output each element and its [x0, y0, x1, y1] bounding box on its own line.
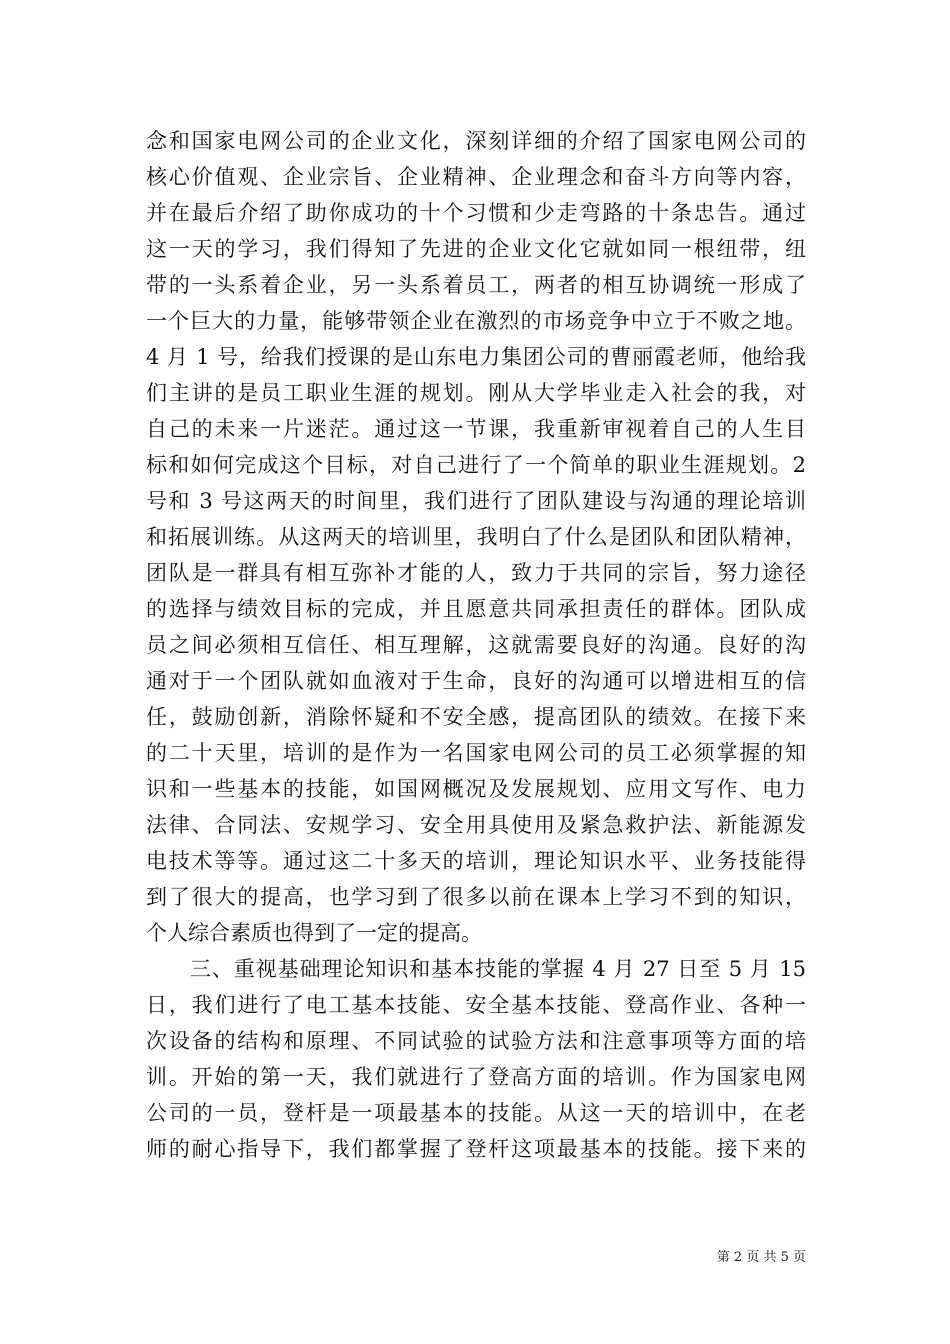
- text-line: 4 月 1 号，给我们授课的是山东电力集团公司的曹丽霞老师，他给我: [146, 345, 806, 369]
- text-line: 和拓展训练。从这两天的培训里，我明白了什么是团队和团队精神，: [146, 525, 806, 549]
- text-line: 法律、合同法、安规学习、安全用具使用及紧急救护法、新能源发: [146, 813, 806, 837]
- text-line: 日，我们进行了电工基本技能、安全基本技能、登高作业、各种一: [146, 993, 806, 1017]
- text-line: 次设备的结构和原理、不同试验的试验方法和注意事项等方面的培: [146, 1029, 806, 1053]
- text-line: 并在最后介绍了助你成功的十个习惯和少走弯路的十条忠告。通过: [146, 201, 806, 225]
- text-line: 到了很大的提高，也学习到了很多以前在课本上学习不到的知识，: [146, 885, 806, 909]
- text-line: 自己的未来一片迷茫。通过这一节课，我重新审视着自己的人生目: [146, 417, 806, 441]
- text-line: 一个巨大的力量，能够带领企业在激烈的市场竞争中立于不败之地。: [146, 309, 806, 333]
- page-number: 第 2 页 共 5 页: [716, 1250, 806, 1265]
- text-line: 个人综合素质也得到了一定的提高。: [146, 921, 482, 945]
- text-line: 师的耐心指导下，我们都掌握了登杆这项最基本的技能。接下来的: [146, 1137, 806, 1161]
- text-line: 这一天的学习，我们得知了先进的企业文化它就如同一根纽带，纽: [146, 237, 806, 261]
- section-heading-line: 三、重视基础理论知识和基本技能的掌握 4 月 27 日至 5 月 15: [146, 957, 806, 981]
- text-line: 公司的一员，登杆是一项最基本的技能。从这一天的培训中，在老: [146, 1101, 806, 1125]
- text-line: 标和如何完成这个目标，对自己进行了一个简单的职业生涯规划。2: [146, 453, 806, 477]
- text-line: 核心价值观、企业宗旨、企业精神、企业理念和奋斗方向等内容，: [146, 165, 806, 189]
- text-line: 识和一些基本的技能，如国网概况及发展规划、应用文写作、电力: [146, 777, 806, 801]
- text-line: 通对于一个团队就如血液对于生命，良好的沟通可以增进相互的信: [146, 669, 806, 693]
- text-line: 训。开始的第一天，我们就进行了登高方面的培训。作为国家电网: [146, 1065, 806, 1089]
- text-line: 带的一头系着企业，另一头系着员工，两者的相互协调统一形成了: [146, 273, 806, 297]
- text-line: 们主讲的是员工职业生涯的规划。刚从大学毕业走入社会的我，对: [146, 381, 806, 405]
- text-line: 团队是一群具有相互弥补才能的人，致力于共同的宗旨，努力途径: [146, 561, 806, 585]
- text-line: 的二十天里，培训的是作为一名国家电网公司的员工必须掌握的知: [146, 741, 806, 765]
- text-line: 员之间必须相互信任、相互理解，这就需要良好的沟通。良好的沟: [146, 633, 806, 657]
- text-line: 号和 3 号这两天的时间里，我们进行了团队建设与沟通的理论培训: [146, 489, 806, 513]
- text-line: 任，鼓励创新，消除怀疑和不安全感，提高团队的绩效。在接下来: [146, 705, 806, 729]
- text-line: 的选择与绩效目标的完成，并且愿意共同承担责任的群体。团队成: [146, 597, 806, 621]
- text-line: 念和国家电网公司的企业文化，深刻详细的介绍了国家电网公司的: [146, 129, 806, 153]
- text-line: 电技术等等。通过这二十多天的培训，理论知识水平、业务技能得: [146, 849, 806, 873]
